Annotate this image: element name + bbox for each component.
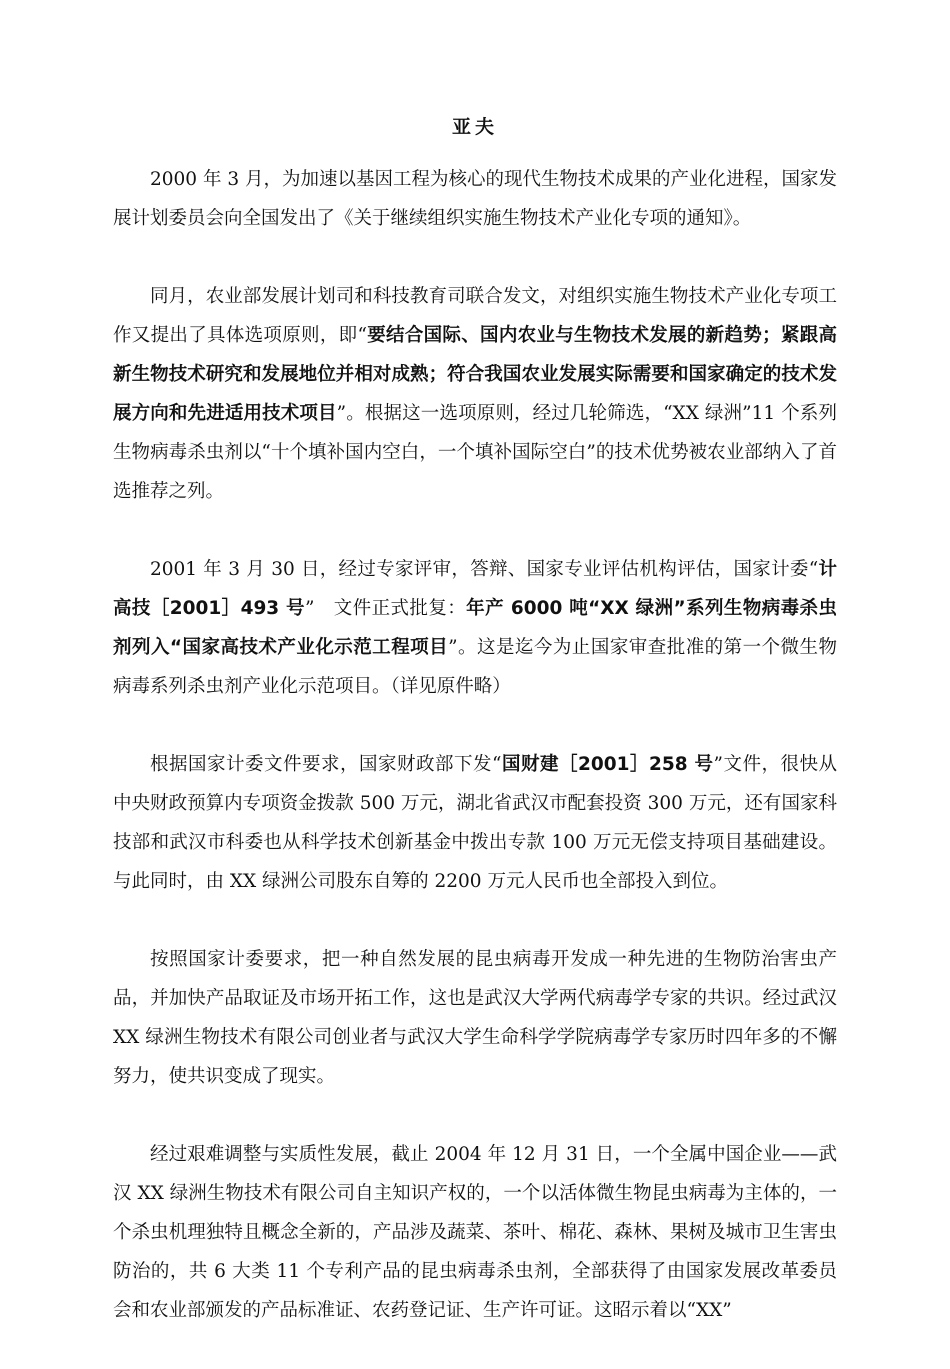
text-segment: ” 文件正式批复： bbox=[304, 598, 467, 619]
document-body bbox=[113, 160, 837, 1369]
page-title: 亚夫 bbox=[451, 116, 498, 138]
paragraph bbox=[113, 160, 837, 238]
text-segment: 2001 年 3 月 30 日，经过专家评审，答辩、国家专业评估机构评估，国家计委“ bbox=[150, 559, 819, 580]
text-segment: 按照国家计委要求，把一种自然发展的昆虫病毒开发成一种先进的生物防治害虫产品，并加快产品取证及市场开拓工作，这也是武汉大学两代病毒学专家的共识。经过武汉 XX 绿洲生物技术有限公司创业者与武汉大学生命科学学院病毒学专家历时四年多的不懈努力，使共识变成了现实。 bbox=[113, 949, 837, 1087]
bold-text-segment: 要结合国际、国内农业与生物技术发展的新趋势；紧跟高新生物技术研究和发展地位并相对成熟；符合我国农业发展实际需要和国家确定的技术发展方向和先进适用技术项目 bbox=[113, 325, 837, 424]
text-segment: ”。根据这一选项原则，经过几轮筛选，“XX 绿洲”11 个系列生物病毒杀虫剂以“十个填补国内空白，一个填补国际空白”的技术优势被农业部纳入了首选推荐之列。 bbox=[113, 403, 837, 502]
paragraph bbox=[113, 940, 837, 1096]
text-segment: ”文件，很快从中央财政预算内专项资金拨款 500 万元，湖北省武汉市配套投资 300 万元，还有国家科技部和武汉市科委也从科学技术创新基金中拨出专款 100 万元无偿支持项目基础建设。与此同时，由 XX 绿洲公司股东自筹的 2200 万元人民币也全部投入到位。 bbox=[113, 754, 837, 892]
paragraph bbox=[113, 550, 837, 706]
text-segment: 同月，农业部发展计划司和科技教育司联合发文，对组织实施生物技术产业化专项工作又提出了具体选项原则，即“ bbox=[113, 286, 837, 346]
bold-text-segment: 年产 6000 吨“XX 绿洲”系列生物病毒杀虫剂列入“国家高技术产业化示范工程项目 bbox=[113, 598, 837, 658]
text-segment: 2000 年 3 月，为加速以基因工程为核心的现代生物技术成果的产业化进程，国家发展计划委员会向全国发出了《关于继续组织实施生物技术产业化专项的通知》。 bbox=[113, 169, 837, 229]
paragraph bbox=[113, 277, 837, 511]
text-segment: ”。这是迄今为止国家审查批准的第一个微生物病毒系列杀虫剂产业化示范项目。（详见原件略） bbox=[113, 637, 837, 697]
bold-text-segment: 国财建［2001］258 号 bbox=[501, 754, 714, 775]
paragraph bbox=[113, 745, 837, 901]
paragraph bbox=[113, 1135, 837, 1330]
bold-text-segment: 计高技［2001］493 号 bbox=[113, 559, 837, 619]
text-segment: 经过艰难调整与实质性发展，截止 2004 年 12 月 31 日，一个全属中国企业——武汉 XX 绿洲生物技术有限公司自主知识产权的，一个以活体微生物昆虫病毒为主体的，一个杀虫机理独特且概念全新的，产品涉及蔬菜、茶叶、棉花、森林、果树及城市卫生害虫防治的，共 6 大类 11 个专利产品的昆虫病毒杀虫剂，全部获得了由国家发展改革委员会和农业部颁发的产品标准证、农药登记证、生产许可证。这昭示着以“XX” bbox=[113, 1144, 837, 1321]
text-segment: 根据国家计委文件要求，国家财政部下发“ bbox=[150, 754, 502, 775]
